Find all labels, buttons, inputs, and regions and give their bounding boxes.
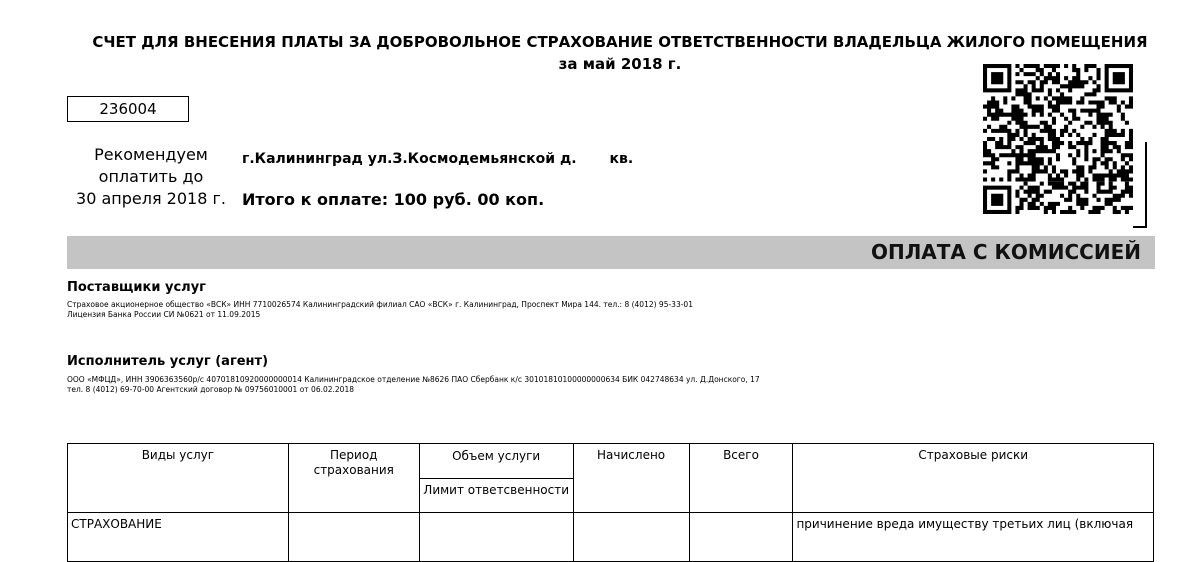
recommend-line-2: оплатить до (98, 167, 204, 186)
header-period: Период страхования (288, 444, 419, 513)
commission-band (67, 236, 1155, 269)
address-apartment-label: кв. (609, 151, 634, 167)
address-line (242, 151, 633, 167)
services-table (67, 443, 1154, 562)
suppliers-details (67, 300, 1117, 320)
row-period (288, 513, 419, 562)
title-text: СЧЕТ ДЛЯ ВНЕСЕНИЯ ПЛАТЫ ЗА ДОБРОВОЛЬНОЕ СТРАХОВАНИЕ ОТВЕТСТВЕННОСТИ ВЛАДЕЛЬЦА ЖИЛОГО ПОМЕЩЕНИЯ (92, 33, 1148, 51)
row-charged (573, 513, 689, 562)
qr-corner-mark (1133, 142, 1147, 228)
total-to-pay: Итого к оплате: 100 руб. 00 коп. (242, 190, 545, 209)
qr-code-icon (983, 64, 1133, 214)
recommend-payment-block (70, 144, 232, 210)
title-period: за май 2018 г. (558, 55, 682, 73)
header-service: Виды услуг (68, 444, 289, 513)
address-street: г.Калининград ул.З.Космодемьянской д. (242, 151, 577, 167)
suppliers-line-2: Лицензия Банка России СИ №0621 от 11.09.2015 (67, 310, 261, 319)
agent-heading: Исполнитель услуг (агент) (67, 354, 269, 369)
agent-details (67, 375, 1117, 395)
recommend-line-1: Рекомендуем (94, 145, 208, 164)
header-total: Всего (689, 444, 793, 513)
header-charged: Начислено (573, 444, 689, 513)
row-total (689, 513, 793, 562)
table-header-row (68, 444, 1154, 479)
row-volume (419, 513, 573, 562)
row-service: СТРАХОВАНИЕ (68, 513, 289, 562)
table-row (68, 513, 1154, 562)
header-risks: Страховые риски (793, 444, 1154, 513)
commission-band-label: ОПЛАТА С КОМИССИЕЙ (870, 240, 1141, 264)
header-limit: Лимит ответсвенности (419, 479, 573, 513)
row-risks: причинение вреда имуществу третьих лиц (включая (793, 513, 1154, 562)
recommend-date: 30 апреля 2018 г. (76, 189, 226, 208)
header-volume: Объем услуги (419, 444, 573, 479)
agent-line-2: тел. 8 (4012) 69-70-00 Агентский договор № 09756010001 от 06.02.2018 (67, 385, 354, 394)
suppliers-line-1: Страховое акционерное общество «ВСК» ИНН 7710026574 Калининградский филиал САО «ВСК» г. Калининград, Проспект Мира 144. тел.: 8 (4012) 95-33-01 (67, 300, 693, 309)
account-number: 236004 (67, 96, 189, 122)
agent-line-1: ООО «МФЦД», ИНН 3906363560р/с 40701810920000000014 Калининградское отделение №8626 ПАО Сбербанк к/с 30101810100000000634 БИК 042748634 ул. Д.Донского, 17 (67, 375, 760, 384)
suppliers-heading: Поставщики услуг (67, 280, 206, 295)
